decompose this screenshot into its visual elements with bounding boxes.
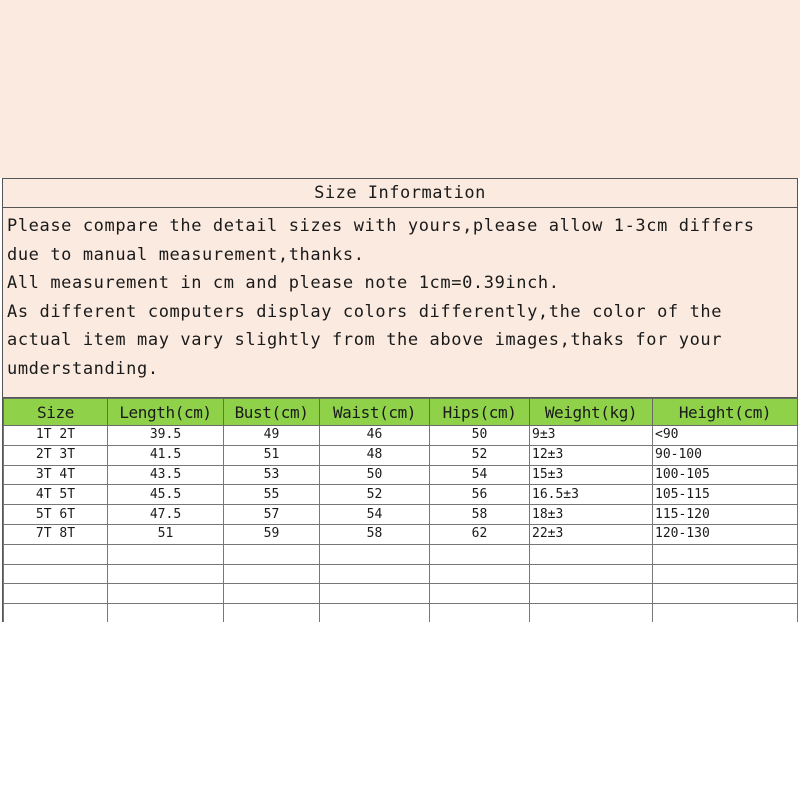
sheet-title: Size Information (3, 179, 797, 208)
notes-block (3, 208, 797, 398)
table-row (4, 564, 798, 584)
cell-bust: 51 (224, 445, 320, 465)
cell-height: 115-120 (653, 505, 798, 525)
cell-weight (530, 544, 653, 564)
note-line: due to manual measurement,thanks. (7, 244, 365, 265)
cell-weight: 18±3 (530, 505, 653, 525)
bottom-background (0, 622, 800, 800)
cell-bust (224, 544, 320, 564)
table-row (4, 465, 798, 485)
cell-bust: 57 (224, 505, 320, 525)
table-row (4, 544, 798, 564)
note-line: As different computers display colors differently,the color of the (7, 301, 723, 322)
cell-length (108, 584, 224, 604)
cell-waist: 46 (320, 426, 430, 446)
cell-bust (224, 564, 320, 584)
note-line: actual item may vary slightly from the above images,thaks for your (7, 330, 723, 350)
cell-length: 41.5 (108, 445, 224, 465)
cell-hips (430, 584, 530, 604)
cell-hips: 58 (430, 505, 530, 525)
table-row (4, 426, 798, 446)
cell-size: 2T 3T (4, 445, 108, 465)
cell-size: 1T 2T (4, 426, 108, 446)
table-body (4, 426, 798, 624)
cell-waist (320, 564, 430, 584)
cell-length: 43.5 (108, 465, 224, 485)
cell-weight: 15±3 (530, 465, 653, 485)
cell-waist: 48 (320, 445, 430, 465)
cell-size (4, 544, 108, 564)
cell-bust: 53 (224, 465, 320, 485)
cell-height: <90 (653, 426, 798, 446)
cell-height: 100-105 (653, 465, 798, 485)
size-chart-sheet (2, 178, 798, 625)
cell-height (653, 564, 798, 584)
cell-weight (530, 584, 653, 604)
cell-waist: 58 (320, 524, 430, 544)
cell-hips (430, 564, 530, 584)
cell-waist (320, 604, 430, 624)
header-size: Size (4, 399, 108, 426)
table-header-row (4, 399, 798, 426)
header-length: Length(cm) (108, 399, 224, 426)
table-row (4, 524, 798, 544)
table-row (4, 584, 798, 604)
note-line: Please compare the detail sizes with yours,please allow 1-3cm differs (7, 216, 755, 236)
cell-size (4, 564, 108, 584)
cell-weight (530, 564, 653, 584)
cell-length: 39.5 (108, 426, 224, 446)
table-row (4, 604, 798, 624)
cell-waist: 52 (320, 485, 430, 505)
cell-bust: 49 (224, 426, 320, 446)
cell-hips: 50 (430, 426, 530, 446)
cell-size: 3T 4T (4, 465, 108, 485)
cell-size: 5T 6T (4, 505, 108, 525)
cell-size (4, 604, 108, 624)
cell-waist (320, 584, 430, 604)
cell-hips: 52 (430, 445, 530, 465)
header-bust: Bust(cm) (224, 399, 320, 426)
cell-waist: 54 (320, 505, 430, 525)
cell-hips (430, 544, 530, 564)
header-weight: Weight(kg) (530, 399, 653, 426)
header-hips: Hips(cm) (430, 399, 530, 426)
note-line: All measurement in cm and please note 1cm=0.39inch. (7, 273, 560, 293)
size-table (3, 398, 798, 624)
cell-length (108, 604, 224, 624)
cell-length (108, 544, 224, 564)
header-waist: Waist(cm) (320, 399, 430, 426)
cell-length: 47.5 (108, 505, 224, 525)
cell-height: 105-115 (653, 485, 798, 505)
cell-height: 120-130 (653, 524, 798, 544)
cell-bust: 59 (224, 524, 320, 544)
cell-height (653, 544, 798, 564)
cell-weight: 16.5±3 (530, 485, 653, 505)
table-row (4, 505, 798, 525)
cell-waist: 50 (320, 465, 430, 485)
cell-height (653, 604, 798, 624)
cell-size: 4T 5T (4, 485, 108, 505)
cell-size (4, 584, 108, 604)
cell-height (653, 584, 798, 604)
table-row (4, 445, 798, 465)
cell-bust: 55 (224, 485, 320, 505)
cell-length (108, 564, 224, 584)
cell-weight (530, 604, 653, 624)
cell-weight: 9±3 (530, 426, 653, 446)
cell-waist (320, 544, 430, 564)
cell-bust (224, 604, 320, 624)
cell-hips: 54 (430, 465, 530, 485)
cell-bust (224, 584, 320, 604)
cell-weight: 12±3 (530, 445, 653, 465)
cell-size: 7T 8T (4, 524, 108, 544)
cell-weight: 22±3 (530, 524, 653, 544)
note-line: umderstanding. (7, 358, 159, 379)
cell-length: 45.5 (108, 485, 224, 505)
top-background (0, 0, 800, 178)
cell-hips (430, 604, 530, 624)
cell-length: 51 (108, 524, 224, 544)
cell-height: 90-100 (653, 445, 798, 465)
cell-hips: 62 (430, 524, 530, 544)
header-height: Height(cm) (653, 399, 798, 426)
cell-hips: 56 (430, 485, 530, 505)
table-row (4, 485, 798, 505)
